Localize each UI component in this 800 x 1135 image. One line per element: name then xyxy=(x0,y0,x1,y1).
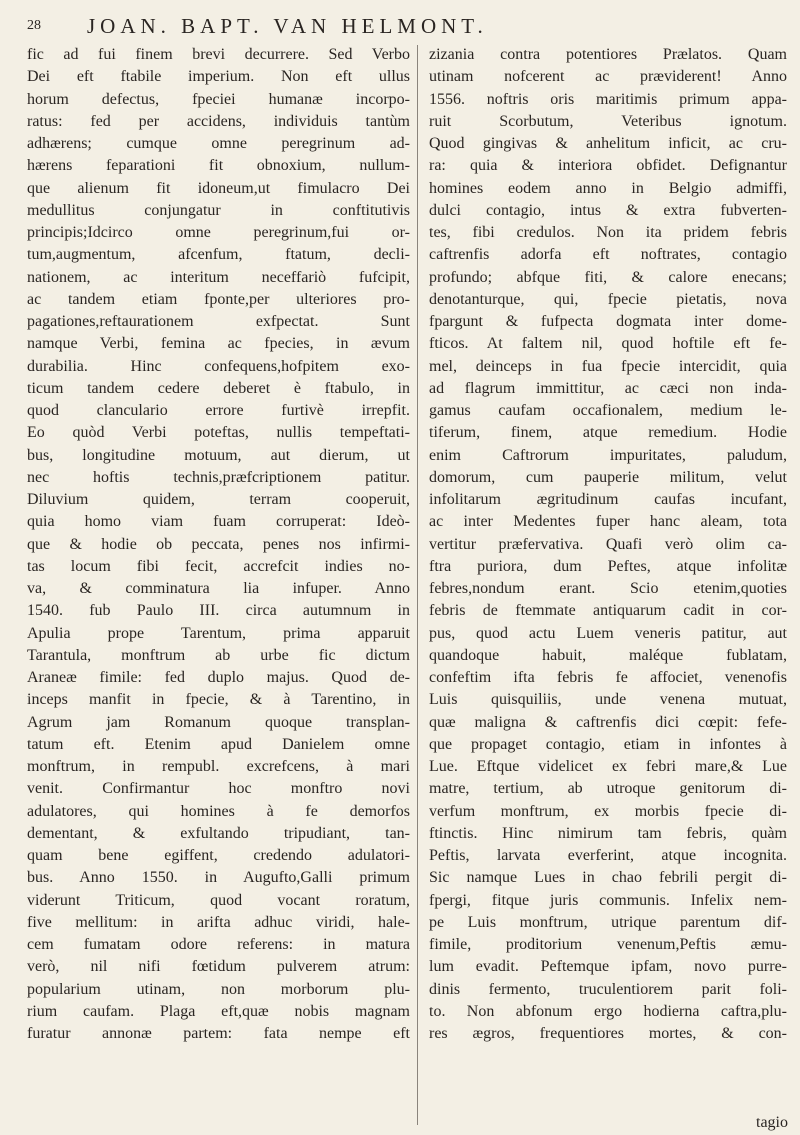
text-line: cem fumatam odore referens: in matura xyxy=(27,936,410,953)
text-line: Luis quisquiliis, unde venena mutuat, xyxy=(429,691,787,709)
text-line: Apulia prope Tarentum, prima apparuit xyxy=(27,624,410,642)
text-line: namque Verbi, femina ac fpecies, in ævum xyxy=(27,335,410,353)
text-line: monftrum, in rempubl. excrefcens, à mari xyxy=(27,758,410,775)
text-line: fic ad fui finem brevi decurrere. Sed Verbo xyxy=(27,46,410,63)
text-line: ticum tandem cedere deberet è ftabulo, in xyxy=(27,379,410,397)
text-line: dinis fermento, truculentiorem parit foli- xyxy=(429,980,787,998)
text-line: hærens feparationi fit obnoxium, nullum- xyxy=(27,157,410,175)
text-line: que alienum fit idoneum,ut fimulacro Dei xyxy=(27,179,410,197)
text-line: Diluvium quidem, terram cooperuit, xyxy=(27,491,410,508)
text-line: domorum, cum pauperie militum, velut xyxy=(429,468,787,486)
text-line: verfum monftrum, ex morbis fpecie di- xyxy=(429,802,787,820)
text-line: venit. Confirmantur hoc monftro novi xyxy=(27,780,410,798)
text-line: ac inter Medentes fuper hanc aleam, tota xyxy=(429,513,787,531)
text-line: res ægros, frequentiores mortes, & con- xyxy=(429,1025,787,1042)
text-line: tes, fibi credulos. Non ita pridem febris xyxy=(429,224,787,241)
catchword: tagio xyxy=(756,1114,788,1131)
text-line: viderunt Triticum, quod vocant roratum, xyxy=(27,891,410,909)
text-line: dulci contagio, intus & extra fubverten- xyxy=(429,201,787,219)
text-line: nec hoftis technis,præfcriptionem patitur. xyxy=(27,468,410,486)
text-line: five mellitum: in arifta adhuc viridi, hale- xyxy=(27,913,410,931)
text-line: caftrenfis adorfa eft noftrates, contagio xyxy=(429,246,787,264)
text-line: Quod gingivas & anhelitum inficit, ac cru- xyxy=(429,135,787,152)
text-line: fpergi, fitque juris communis. Infelix nem- xyxy=(429,891,787,909)
text-line: quæ maligna & caftrenfis dici cœpit: fefe- xyxy=(429,713,787,731)
text-line: horum defectus, fpeciei humanæ incorpo- xyxy=(27,90,410,108)
text-line: pagationes,reftaurationem exfpectat. Sunt xyxy=(27,313,410,330)
right-text-column xyxy=(429,44,787,1045)
left-text-column xyxy=(27,44,410,1045)
text-line: Agrum jam Romanum quoque transplan- xyxy=(27,713,410,731)
text-line: ad flagrum immittitur, ac cæci non inda- xyxy=(429,379,787,397)
text-line: fpargunt & fufpecta dogmata inter dome- xyxy=(429,313,787,330)
text-line: ra: quia & interiora obfidet. Defignantur xyxy=(429,157,787,175)
text-line: dementant, & exfultando tripudiant, tan- xyxy=(27,824,410,842)
text-line: infolitarum ægritudinum caufas incufant, xyxy=(429,491,787,508)
text-line: homines eodem anno in Belgio admiffi, xyxy=(429,179,787,197)
text-line: tatum eft. Etenim apud Danielem omne xyxy=(27,735,410,753)
text-line: vertitur præfervativa. Quafi verò olim ca- xyxy=(429,535,787,553)
text-line: tiferum, finem, atque remedium. Hodie xyxy=(429,424,787,442)
text-line: 1540. fub Paulo III. circa autumnum in xyxy=(27,602,410,620)
text-line: lum evadit. Peftemque ipfam, novo purre- xyxy=(429,958,787,976)
text-line: adhærens; cumque omne peregrinum ad- xyxy=(27,135,410,152)
text-line: tas locum fibi fecit, accrefcit indies no- xyxy=(27,557,410,575)
text-line: ftra puriora, dum Peftes, atque infolitæ xyxy=(429,557,787,575)
text-line: principis;Idcirco omne peregrinum,fui or- xyxy=(27,224,410,241)
text-line: to. Non abfonum ergo hodierna caftra,plu- xyxy=(429,1002,787,1020)
text-line: ac tandem etiam fponte,per ulteriores pro- xyxy=(27,290,410,308)
text-line: verò, nil nifi fœtidum pulverem atrum: xyxy=(27,958,410,976)
text-line: confeftim ifta febris fe affociet, venenofis xyxy=(429,669,787,686)
text-line: utinam nofcerent ac præviderent! Anno xyxy=(429,68,787,86)
text-line: denotanturque, qui, fpecie pietatis, nova xyxy=(429,290,787,308)
text-line: que & hodie ob peccata, penes nos infirmi- xyxy=(27,535,410,553)
text-line: va, & comminatura lia infuper. Anno xyxy=(27,580,410,597)
text-line: adulatores, qui homines à fe demorfos xyxy=(27,802,410,820)
text-line: Eo quòd Verbi poteftas, nullis tempeftati- xyxy=(27,424,410,442)
page-number: 28 xyxy=(27,18,41,33)
text-line: Dei eft ftabile imperium. Non eft ullus xyxy=(27,68,410,86)
text-line: pus, quod actu Luem veneris patitur, aut xyxy=(429,624,787,642)
text-line: gamus caufam occafionalem, medium le- xyxy=(429,402,787,419)
text-line: Sic namque Lues in chao febrili pergit di- xyxy=(429,869,787,887)
text-line: ftinctis. Hinc nimirum tam febris, quàm xyxy=(429,824,787,842)
text-line: quod clanculario errore furtivè irrepfit. xyxy=(27,402,410,419)
text-line: inceps manfit in fpecie, & à Tarentino, in xyxy=(27,691,410,709)
text-line: febris de ftemmate antiquarum cadit in cor- xyxy=(429,602,787,620)
text-line: fticos. At faltem nil, quod hoftile eft fe- xyxy=(429,335,787,353)
text-line: bus. Anno 1550. in Augufto,Galli primum xyxy=(27,869,410,887)
text-line: quandoque habuit, maléque fublatam, xyxy=(429,646,787,664)
text-line: que propaget contagio, etiam in infontes à xyxy=(429,735,787,753)
text-line: profundo; abfque fiti, & calore enecans; xyxy=(429,268,787,286)
text-line: mel, deinceps in fua fpecie intercidit, quia xyxy=(429,357,787,375)
text-line: durabilia. Hinc confequens,hofpitem exo- xyxy=(27,357,410,375)
text-line: quam bene egiffent, credendo adulatori- xyxy=(27,847,410,864)
text-line: enim Caftrorum impuritates, paludum, xyxy=(429,446,787,464)
text-line: Araneæ fimile: fed duplo majus. Quod de- xyxy=(27,669,410,686)
text-line: furatur annonæ partem: fata nempe eft xyxy=(27,1025,410,1042)
text-line: febres,nondum erant. Scio etenim,quoties xyxy=(429,580,787,597)
text-line: tum,augmentum, afcenfum, ftatum, decli- xyxy=(27,246,410,264)
page-header xyxy=(27,14,772,44)
text-line: rium caufam. Plaga eft,quæ nobis magnam xyxy=(27,1002,410,1020)
column-divider xyxy=(417,45,418,1125)
text-line: pe Luis monftrum, utrique parentum dif- xyxy=(429,913,787,931)
text-line: fimile, proditorium venenum,Peftis æmu- xyxy=(429,936,787,953)
text-line: matre, tertium, ab utroque genitorum di- xyxy=(429,780,787,798)
text-line: ruit Scorbutum, Veteribus ignotum. xyxy=(429,112,787,130)
text-line: popularium utinam, non morborum plu- xyxy=(27,980,410,998)
text-line: nationem, ac interitum neceffariò fufcipit, xyxy=(27,268,410,286)
text-line: quia homo viam fuam corruperat: Ideò- xyxy=(27,513,410,531)
text-line: Tarantula, monftrum ab urbe fic dictum xyxy=(27,646,410,664)
text-line: Lue. Eftque videlicet ex febri mare,& Lue xyxy=(429,758,787,775)
text-line: Peftis, larvata everferint, atque incognita. xyxy=(429,847,787,864)
text-line: bus, longitudine motuum, aut dierum, ut xyxy=(27,446,410,464)
text-line: 1556. noftris oris maritimis primum appa- xyxy=(429,90,787,108)
running-head: JOAN. BAPT. VAN HELMONT. xyxy=(87,14,488,38)
text-line: zizania contra potentiores Prælatos. Quam xyxy=(429,46,787,63)
text-line: medullitus conjungatur in conftitutivis xyxy=(27,201,410,219)
text-line: ratus: fed per accidens, individuis tantùm xyxy=(27,112,410,130)
